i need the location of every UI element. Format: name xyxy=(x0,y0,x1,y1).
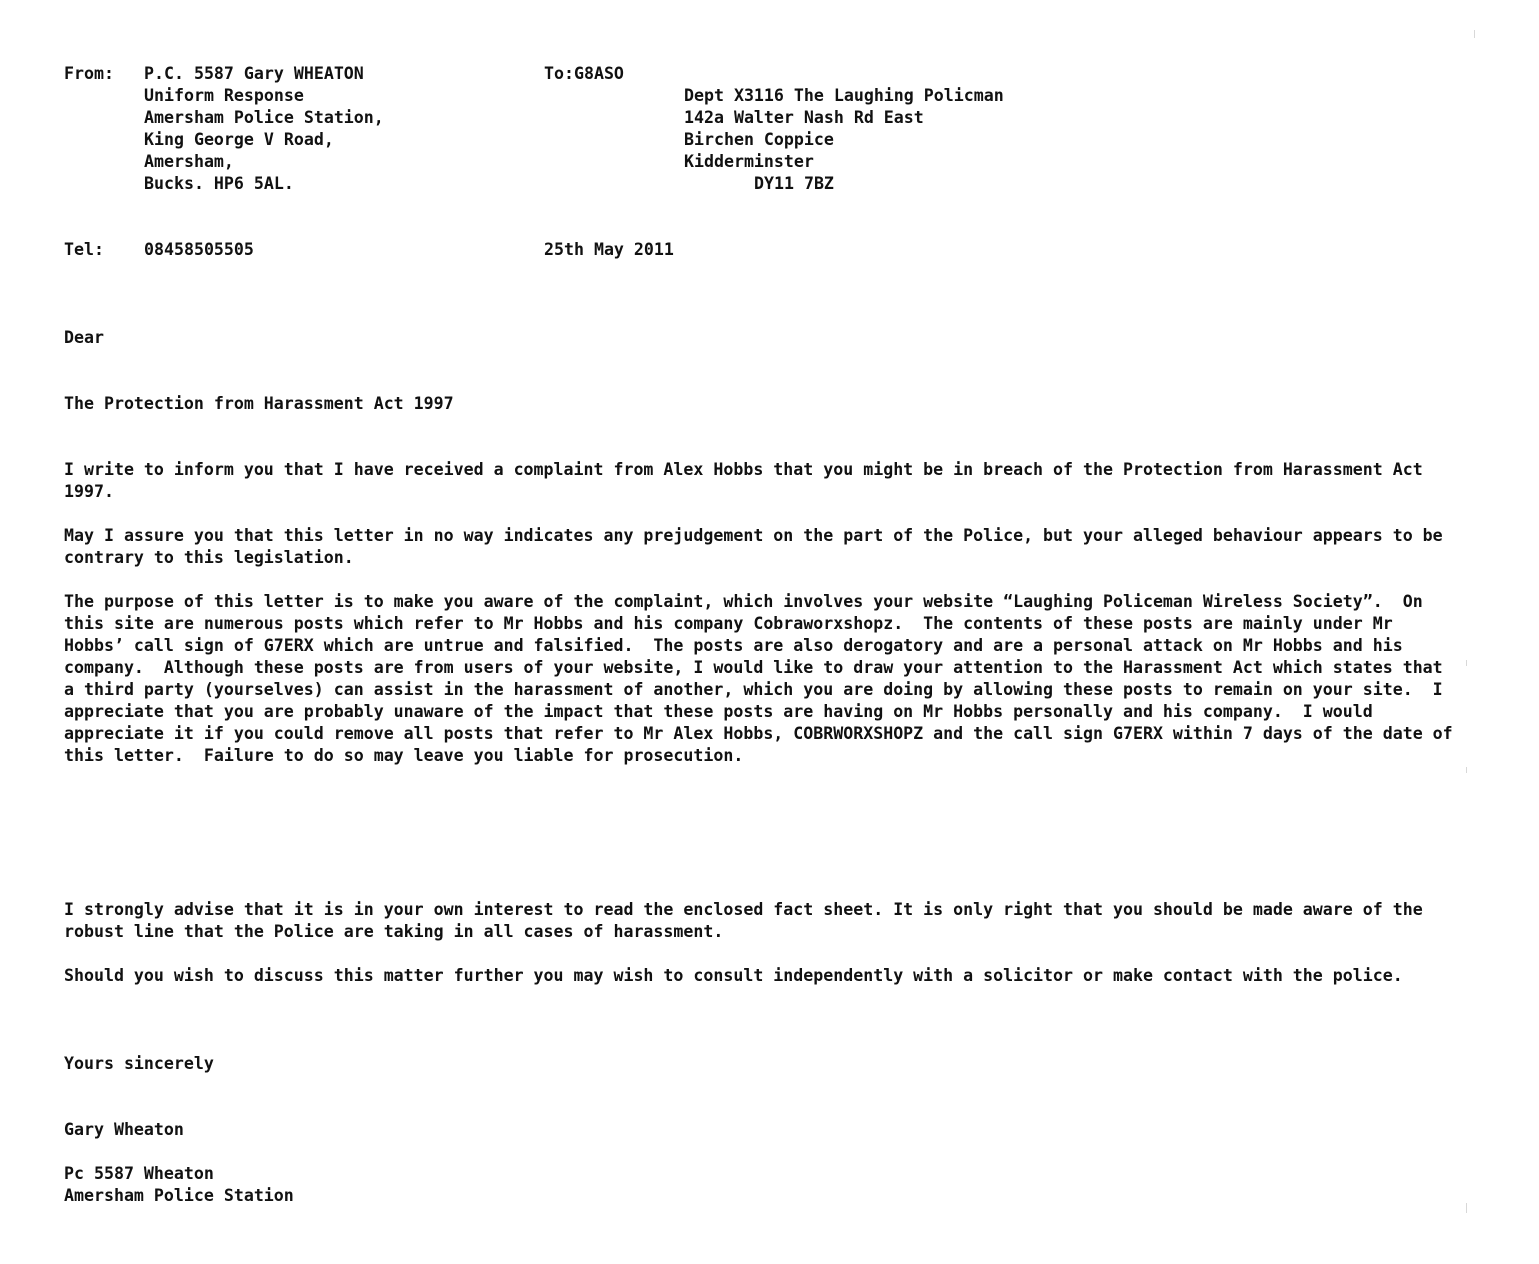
sender-address xyxy=(144,63,384,195)
closing: Yours sincerely xyxy=(64,1054,214,1073)
recipient-town: Kidderminster xyxy=(684,152,814,171)
paragraph-line: The purpose of this letter is to make you aware of the complaint, which involves your website “Laughing Policeman Wireless Society”. On xyxy=(64,592,1423,611)
paragraph-assurance xyxy=(64,525,1464,569)
paragraph-line: a third party (yourselves) can assist in the harassment of another, which you are doing by allowing these posts to remain on your site. I xyxy=(64,680,1443,699)
scan-speck xyxy=(1466,767,1467,773)
paragraph-line: this letter. Failure to do so may leave you liable for prosecution. xyxy=(64,746,744,765)
scan-speck xyxy=(1474,30,1475,38)
recipient-street: 142a Walter Nash Rd East xyxy=(684,108,924,127)
tel-number: 08458505505 xyxy=(144,240,254,259)
signoff-rank: Pc 5587 Wheaton xyxy=(64,1164,214,1183)
paragraph-line: I write to inform you that I have received a complaint from Alex Hobbs that you might be in breach of the Protection from Harassment Act xyxy=(64,460,1423,479)
sender-road: King George V Road, xyxy=(144,130,334,149)
recipient-locality: Birchen Coppice xyxy=(684,130,834,149)
salutation: Dear xyxy=(64,328,104,347)
signoff-block xyxy=(64,1163,294,1207)
to-label: To:G8ASO xyxy=(544,64,624,83)
signoff-station: Amersham Police Station xyxy=(64,1186,294,1205)
paragraph-line: appreciate that you are probably unaware of the impact that these posts are having on Mr Hobbs personally and his company. I would xyxy=(64,702,1373,721)
paragraph-purpose xyxy=(64,591,1464,767)
sender-postcode: Bucks. HP6 5AL. xyxy=(144,174,294,193)
letter-date: 25th May 2011 xyxy=(544,240,674,259)
scan-speck xyxy=(1466,1203,1467,1213)
paragraph-line: I strongly advise that it is in your own interest to read the enclosed fact sheet. It is only right that you should be made aware of the xyxy=(64,900,1423,919)
sender-unit: Uniform Response xyxy=(144,86,304,105)
paragraph-line: May I assure you that this letter in no way indicates any prejudgement on the part of the Police, but your alleged behaviour appears to be xyxy=(64,526,1443,545)
recipient-postcode: DY11 7BZ xyxy=(754,174,834,193)
paragraph-line: this site are numerous posts which refer to Mr Hobbs and his company Cobraworxshopz. The contents of these posts are mainly under Mr xyxy=(64,614,1393,633)
sender-town: Amersham, xyxy=(144,152,234,171)
tel-label: Tel: xyxy=(64,240,104,259)
paragraph-line: contrary to this legislation. xyxy=(64,548,354,567)
paragraph-advice xyxy=(64,899,1464,943)
sender-station: Amersham Police Station, xyxy=(144,108,384,127)
paragraph-line: Should you wish to discuss this matter further you may wish to consult independently with a solicitor or make contact with the police. xyxy=(64,966,1403,985)
paragraph-complaint xyxy=(64,459,1464,503)
paragraph-line: company. Although these posts are from users of your website, I would like to draw your attention to the Harassment Act which states that xyxy=(64,658,1443,677)
recipient-dept: Dept X3116 The Laughing Policman xyxy=(684,86,1004,105)
paragraph-line: robust line that the Police are taking in all cases of harassment. xyxy=(64,922,724,941)
paragraph-line: appreciate it if you could remove all posts that refer to Mr Alex Hobbs, COBRWORXSHOPZ and the call sign G7ERX within 7 days of the date of xyxy=(64,724,1453,743)
paragraph-line: 1997. xyxy=(64,482,114,501)
sender-name: P.C. 5587 Gary WHEATON xyxy=(144,64,364,83)
paragraph-line: Hobbs’ call sign of G7ERX which are untrue and falsified. The posts are also derogatory and are a personal attack on Mr Hobbs and his xyxy=(64,636,1403,655)
recipient-address xyxy=(684,85,1004,173)
scan-speck xyxy=(1466,660,1467,666)
subject-line: The Protection from Harassment Act 1997 xyxy=(64,394,454,413)
paragraph-contact xyxy=(64,965,1464,987)
signature-name: Gary Wheaton xyxy=(64,1120,184,1139)
from-label: From: xyxy=(64,64,114,83)
